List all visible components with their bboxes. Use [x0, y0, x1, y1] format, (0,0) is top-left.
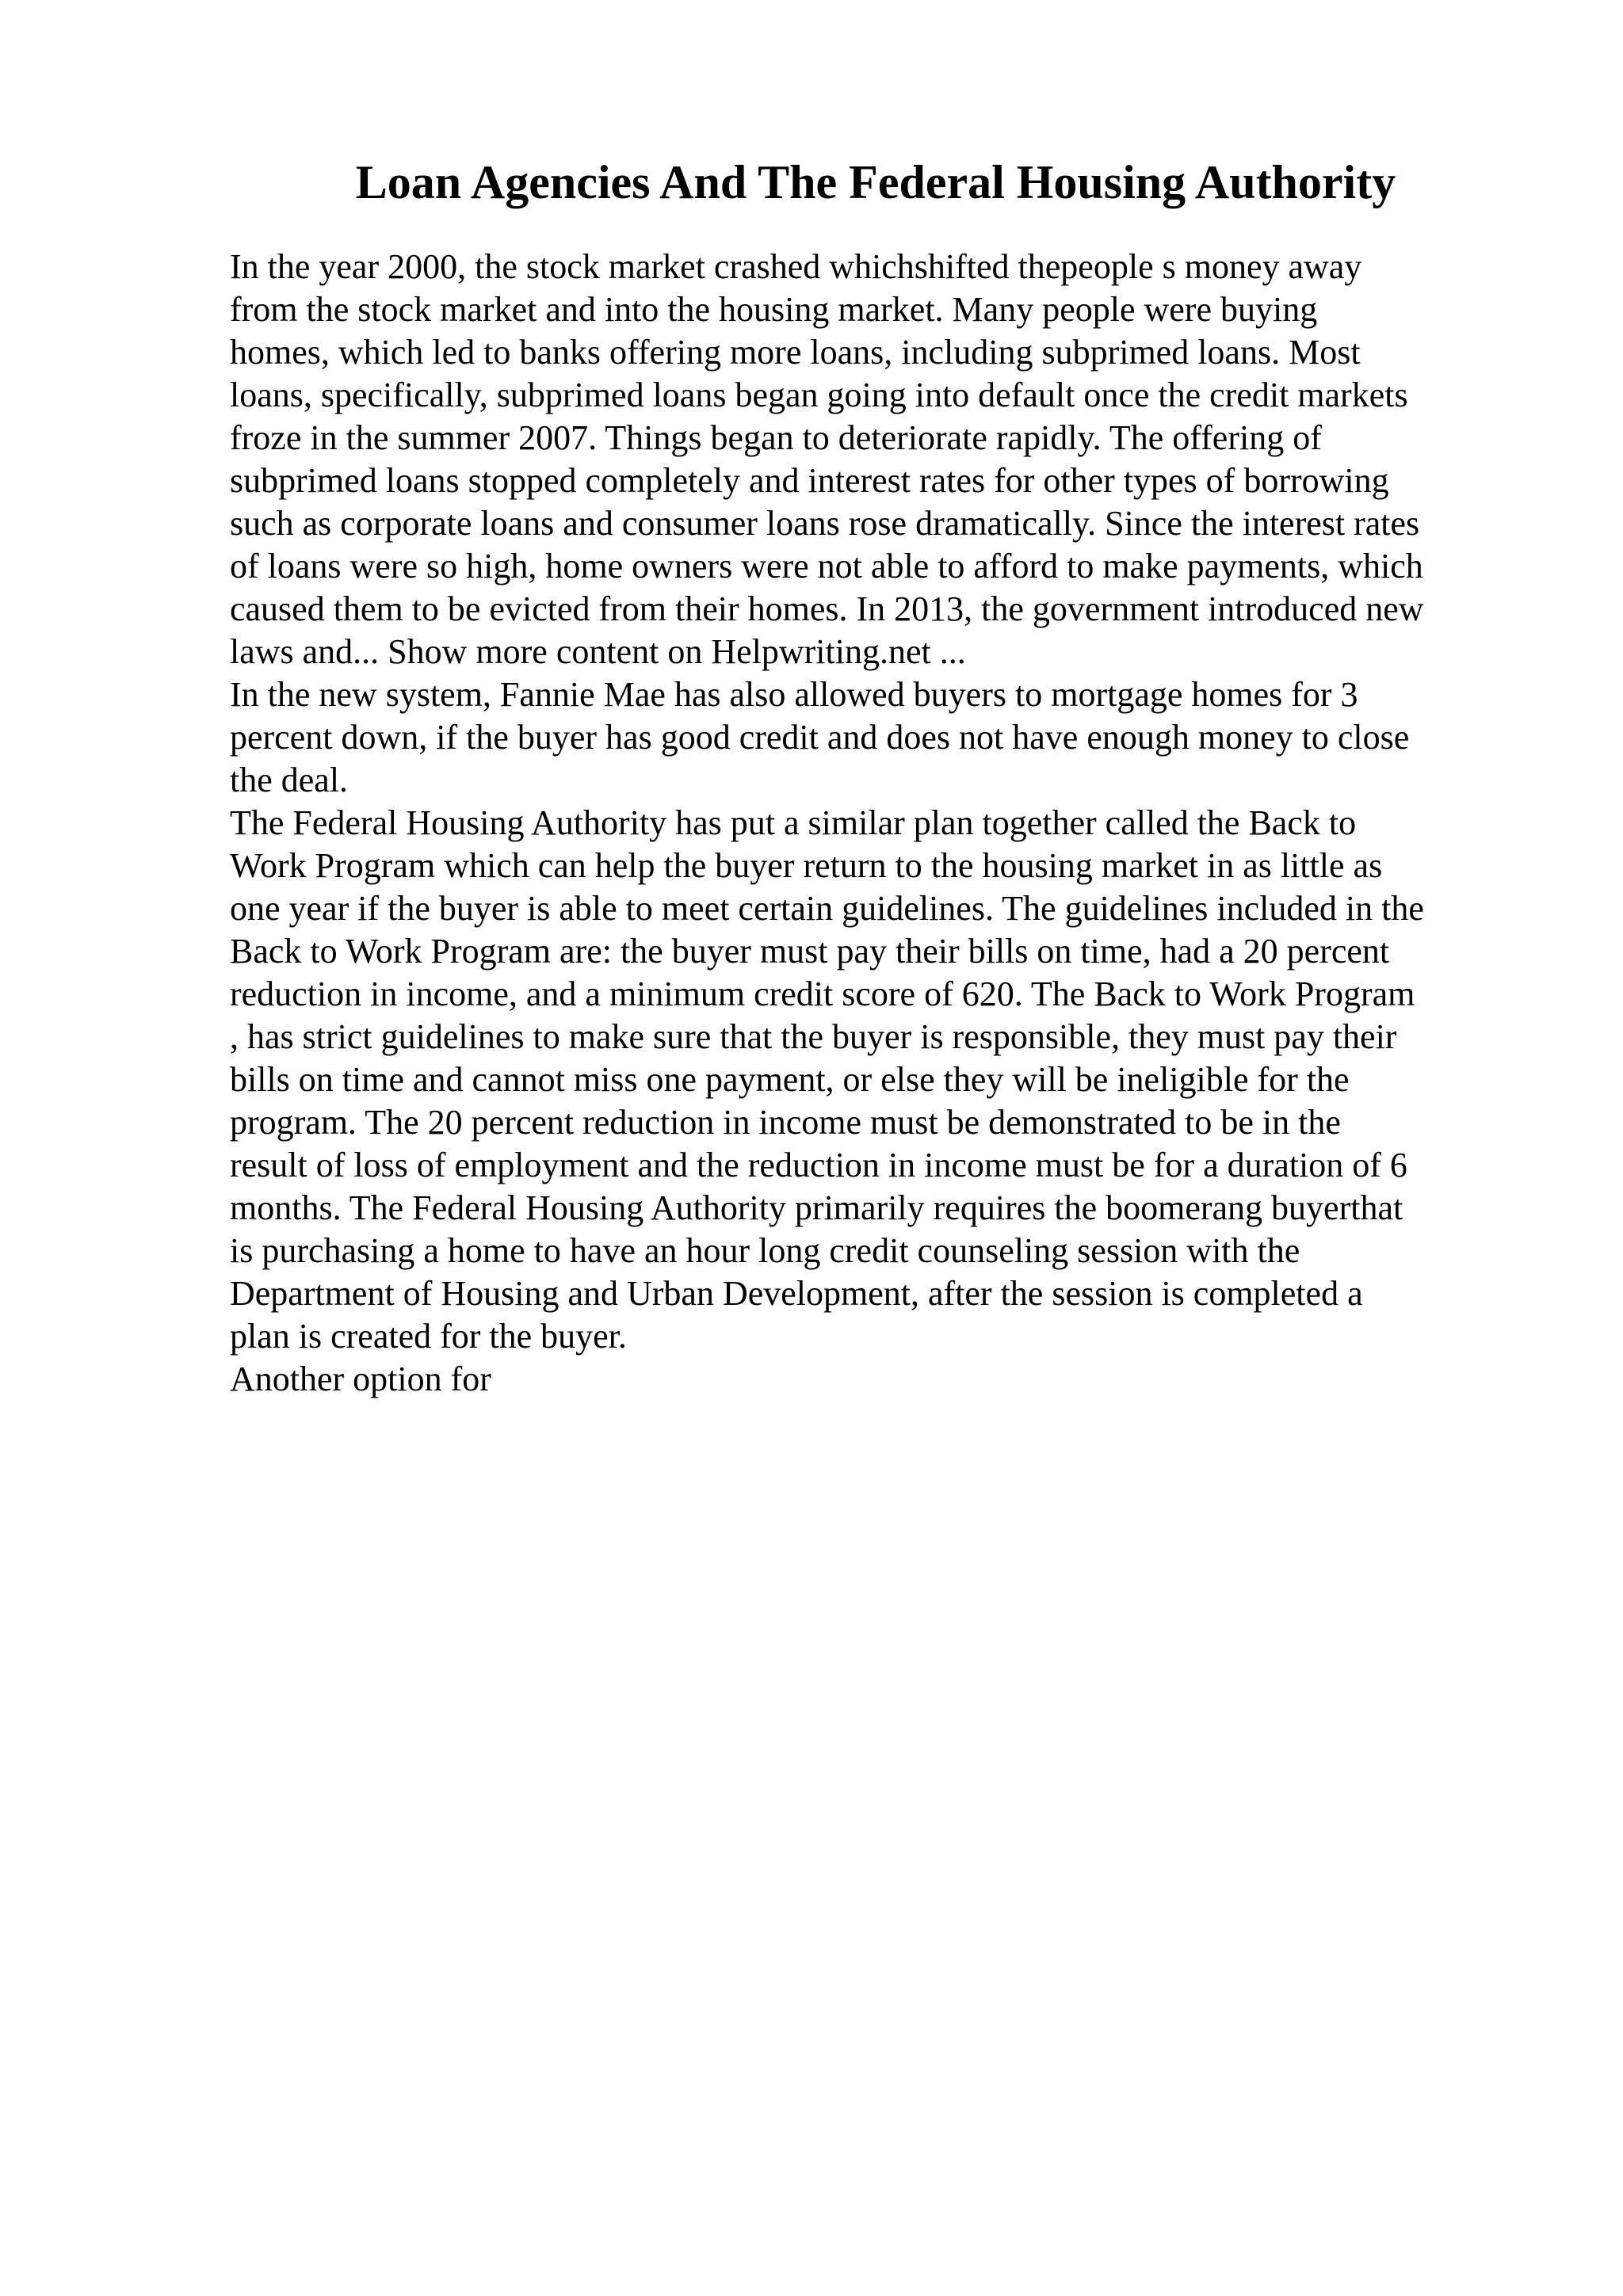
body-line: bills on time and cannot miss one payment, or else they will be ineligible for the: [230, 1060, 1350, 1099]
body-line: such as corporate loans and consumer loans rose dramatically. Since the interest rates: [230, 504, 1420, 543]
document-body: [230, 246, 1514, 1401]
body-line: one year if the buyer is able to meet certain guidelines. The guidelines included in the: [230, 889, 1424, 928]
body-line: percent down, if the buyer has good credit and does not have enough money to close: [230, 718, 1410, 757]
body-line: Department of Housing and Urban Development, after the session is completed a: [230, 1274, 1363, 1313]
body-line: In the year 2000, the stock market crashed whichshifted thepeople s money away: [230, 247, 1362, 286]
document-title: Loan Agencies And The Federal Housing Authority: [355, 156, 1396, 208]
body-line: , has strict guidelines to make sure that the buyer is responsible, they must pay their: [230, 1017, 1397, 1056]
body-line: In the new system, Fannie Mae has also allowed buyers to mortgage homes for 3: [230, 675, 1358, 714]
body-line: months. The Federal Housing Authority primarily requires the boomerang buyerthat: [230, 1188, 1403, 1227]
body-line: Another option for: [230, 1360, 491, 1398]
body-line: result of loss of employment and the reduction in income must be for a duration of 6: [230, 1146, 1407, 1184]
body-line: plan is created for the buyer.: [230, 1317, 627, 1356]
body-line: froze in the summer 2007. Things began to deteriorate rapidly. The offering of: [230, 418, 1322, 457]
body-line: The Federal Housing Authority has put a similar plan together called the Back to: [230, 803, 1357, 842]
body-line: loans, specifically, subprimed loans began going into default once the credit markets: [230, 376, 1408, 414]
body-line: from the stock market and into the housing market. Many people were buying: [230, 290, 1318, 329]
body-line: of loans were so high, home owners were not able to afford to make payments, which: [230, 547, 1423, 585]
body-line: the deal.: [230, 761, 349, 799]
body-line: caused them to be evicted from their homes. In 2013, the government introduced new: [230, 589, 1424, 628]
body-line: reduction in income, and a minimum credit score of 620. The Back to Work Program: [230, 974, 1415, 1013]
body-line: laws and... Show more content on Helpwriting.net ...: [230, 632, 966, 671]
body-line: subprimed loans stopped completely and interest rates for other types of borrowing: [230, 461, 1389, 500]
body-line: program. The 20 percent reduction in income must be demonstrated to be in the: [230, 1103, 1341, 1142]
body-line: Back to Work Program are: the buyer must pay their bills on time, had a 20 percent: [230, 932, 1390, 971]
body-line: is purchasing a home to have an hour long credit counseling session with the: [230, 1231, 1300, 1270]
body-line: Work Program which can help the buyer return to the housing market in as little as: [230, 846, 1383, 885]
body-line: homes, which led to banks offering more loans, including subprimed loans. Most: [230, 333, 1361, 372]
